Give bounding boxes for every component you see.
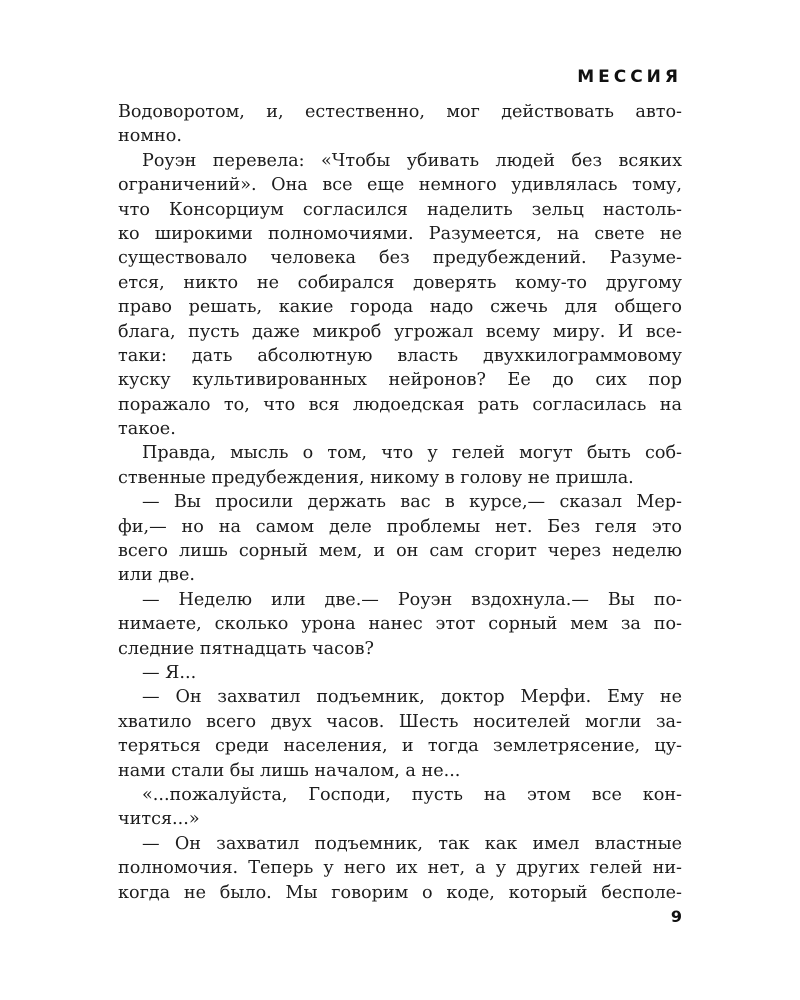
text-line: ограничений». Она все еще немного удивлялась тому, [118, 175, 682, 196]
text-line: ется, никто не собирался доверять кому-то другому [118, 272, 682, 293]
text-line: куску культивированных нейронов? Ее до сих пор [118, 370, 682, 391]
text-line: полномочия. Теперь у него их нет, а у других гелей ни- [118, 858, 682, 879]
text-line: хватило всего двух часов. Шесть носителей могли за- [118, 711, 682, 732]
text-line: Водоворотом, и, естественно, мог действовать авто- [118, 102, 682, 122]
text-line: всего лишь сорный мем, и он сам сгорит через неделю [118, 541, 682, 562]
text-line: — Я... [142, 662, 197, 683]
text-line: — Он захватил подъемник, так как имел властные [142, 833, 682, 854]
text-line: таки: дать абсолютную власть двухкилограммовому [118, 345, 682, 366]
text-line: следние пятнадцать часов? [118, 638, 374, 659]
text-line: фи,— но на самом деле проблемы нет. Без геля это [118, 516, 682, 537]
text-line: такое. [118, 419, 176, 440]
text-line: право решать, какие города надо сжечь для общего [118, 297, 682, 318]
text-line: нимаете, сколько урона нанес этот сорный мем за по- [118, 614, 682, 635]
text-line: блага, пусть даже микроб угрожал всему миру. И все- [118, 321, 682, 342]
text-line: ко широкими полномочиями. Разумеется, на свете не [118, 223, 682, 244]
text-line: Роуэн перевела: «Чтобы убивать людей без всяких [142, 150, 682, 171]
text-line: «...пожалуйста, Господи, пусть на этом все кон- [142, 784, 682, 805]
text-line: Правда, мысль о том, что у гелей могут быть соб- [142, 443, 682, 464]
text-line: ственные предубеждения, никому в голову не пришла. [118, 467, 634, 488]
text-line: нами стали бы лишь началом, а не... [118, 760, 461, 781]
text-line: когда не было. Мы говорим о коде, который бесполе- [118, 882, 682, 903]
page-number: 9 [670, 907, 682, 926]
text-line: — Вы просили держать вас в курсе,— сказал Мер- [142, 492, 682, 513]
text-line: номно. [118, 126, 182, 147]
text-line: или две. [118, 565, 195, 586]
text-line: что Консорциум согласился наделить зельц настоль- [118, 199, 682, 220]
text-line: существовало человека без предубеждений. Разуме- [118, 248, 682, 269]
text-line: теряться среди населения, и тогда землетрясение, цу- [118, 736, 682, 757]
text-line: — Он захватил подъемник, доктор Мерфи. Ему не [142, 687, 682, 708]
text-line: чится...» [118, 809, 200, 830]
body-text [118, 100, 682, 905]
running-head-title: МЕССИЯ [577, 67, 682, 87]
text-line: — Неделю или две.— Роуэн вздохнула.— Вы по- [142, 589, 682, 610]
text-line: поражало то, что вся людоедская рать согласилась на [118, 394, 682, 415]
